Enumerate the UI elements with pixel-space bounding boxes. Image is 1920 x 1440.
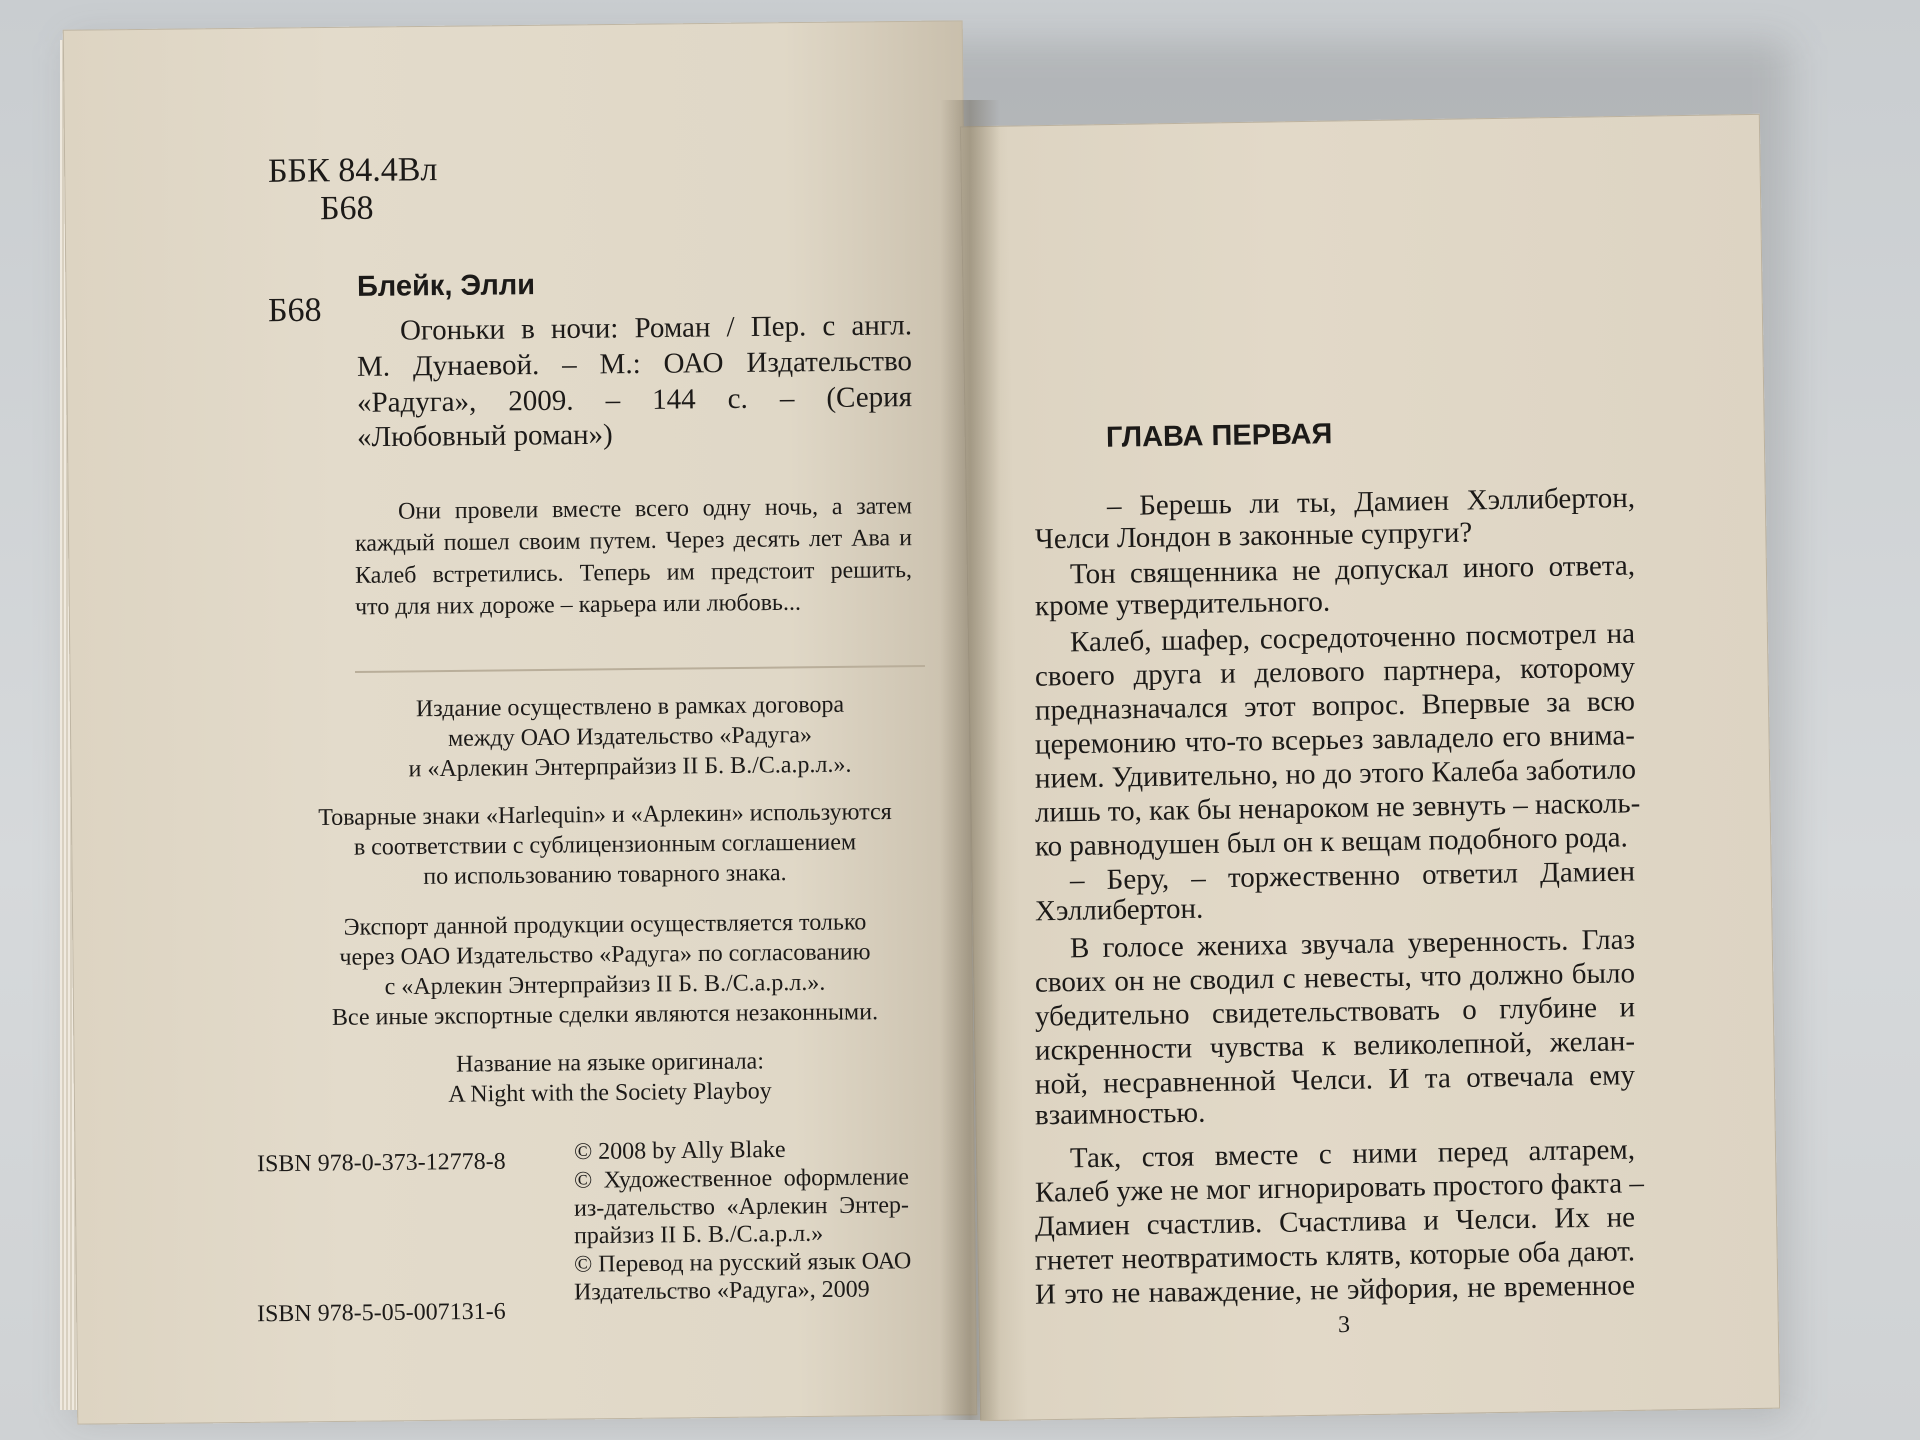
biblio-line: «Любовный роман») bbox=[356, 418, 613, 454]
body-line: гнетет неотвратимость клятв, которые оба дают. bbox=[1034, 1235, 1636, 1277]
bbk-code: Б68 bbox=[319, 189, 374, 228]
license-line: между ОАО Издательство «Радуга» bbox=[447, 722, 813, 752]
copyright-line: Издательство «Радуга», 2009 bbox=[573, 1276, 870, 1306]
body-line: лишь то, как бы ненароком не зевнуть – насколь- bbox=[1034, 787, 1641, 829]
body-line: ко равнодушен был он к вещам подобного рода. bbox=[1034, 821, 1629, 863]
isbn-original: ISBN 978-0-373-12778-8 bbox=[256, 1148, 506, 1178]
body-line: – Берешь ли ты, Дамиен Хэллибертон, bbox=[1106, 481, 1636, 523]
export-line: Все иные экспортные сделки являются незаконными. bbox=[331, 999, 879, 1031]
body-line: Так, стоя вместе с ними перед алтарем, bbox=[1069, 1133, 1636, 1175]
copyright-line: прайзиз II Б. В./С.а.р.л.» bbox=[573, 1220, 824, 1250]
body-line: Калеб уже не мог игнорировать простого факта – bbox=[1034, 1167, 1645, 1209]
chapter-title: ГЛАВА ПЕРВАЯ bbox=[1105, 418, 1333, 454]
body-line: И это не наваждение, не эйфория, не временное bbox=[1034, 1269, 1636, 1311]
annotation-line: каждый пошел своим путем. Через десять лет Ава и bbox=[354, 525, 913, 557]
body-line: Дамиен счастлив. Счастлива и Челси. Их не bbox=[1034, 1201, 1636, 1243]
original-title-label: Название на языке оригинала: bbox=[455, 1048, 765, 1078]
body-line: нием. Удивительно, но до этого Калеба заботило bbox=[1034, 753, 1637, 795]
body-line: своего друга и делового партнера, которому bbox=[1034, 651, 1636, 693]
body-line: – Беру, – торжественно ответил Дамиен bbox=[1069, 855, 1636, 897]
page-number: 3 bbox=[1337, 1311, 1351, 1339]
book-gutter bbox=[940, 100, 1000, 1420]
isbn-russian: ISBN 978-5-05-007131-6 bbox=[256, 1298, 506, 1328]
trademark-line: в соответствии с сублицензионным соглашением bbox=[353, 829, 857, 861]
trademark-line: Товарные знаки «Harlequin» и «Арлекин» используются bbox=[318, 798, 892, 832]
body-line: взаимностью. bbox=[1034, 1096, 1206, 1132]
body-line: своих он не сводил с невесты, что должно было bbox=[1034, 957, 1636, 999]
annotation-line: Они провели вместе всего одну ночь, а затем bbox=[397, 493, 913, 525]
body-line: кроме утвердительного. bbox=[1034, 585, 1331, 623]
annotation-line: что для них дороже – карьера или любовь... bbox=[354, 589, 802, 621]
license-line: и «Арлекин Энтерпрайзиз II Б. В./С.а.р.л.». bbox=[408, 751, 852, 783]
author-name: Блейк, Элли bbox=[356, 269, 536, 303]
biblio-line: М. Дунаевой. – М.: ОАО Издательство bbox=[356, 345, 913, 383]
export-line: с «Арлекин Энтерпрайзиз II Б. В./С.а.р.л.». bbox=[384, 969, 826, 1001]
biblio-line: Огоньки в ночи: Роман / Пер. с англ. bbox=[399, 309, 913, 347]
body-line: убедительно свидетельствовать о глубине и bbox=[1034, 991, 1636, 1033]
export-line: Экспорт данной продукции осуществляется только bbox=[343, 909, 867, 941]
license-line: Издание осуществлено в рамках договора bbox=[415, 691, 845, 723]
trademark-line: по использованию товарного знака. bbox=[423, 860, 787, 890]
author-index: Б68 bbox=[267, 291, 322, 330]
body-line: Челси Лондон в законные супруги? bbox=[1034, 516, 1473, 556]
body-line: искренности чувства к великолепной, желан- bbox=[1034, 1025, 1636, 1067]
body-line: церемонию что-то всерьез завладело его внима- bbox=[1034, 719, 1636, 761]
copyright-line: из-дательство «Арлекин Энтер- bbox=[573, 1192, 910, 1222]
biblio-line: «Радуга», 2009. – 144 с. – (Серия bbox=[356, 381, 913, 419]
bbk-index: ББК 84.4Вл bbox=[267, 151, 438, 190]
body-line: Хэллибертон. bbox=[1034, 892, 1204, 928]
body-line: ной, несравненной Челси. И та отвечала ему bbox=[1034, 1059, 1636, 1101]
body-line: предназначался этот вопрос. Впервые за всю bbox=[1034, 685, 1636, 727]
copyright-line: © Перевод на русский язык ОАО bbox=[573, 1248, 912, 1278]
original-title: A Night with the Society Playboy bbox=[448, 1078, 772, 1108]
copyright-line: © 2008 by Ally Blake bbox=[573, 1136, 786, 1166]
body-line: Калеб, шафер, сосредоточенно посмотрел на bbox=[1069, 617, 1636, 659]
copyright-line: © Художественное оформление bbox=[573, 1164, 910, 1194]
annotation-line: Калеб встретились. Теперь им предстоит решить, bbox=[354, 557, 913, 589]
export-line: через ОАО Издательство «Радуга» по согласованию bbox=[339, 939, 871, 971]
body-line: В голосе жениха звучала уверенность. Глаз bbox=[1069, 923, 1636, 965]
body-line: Тон священника не допускал иного ответа, bbox=[1069, 549, 1636, 591]
